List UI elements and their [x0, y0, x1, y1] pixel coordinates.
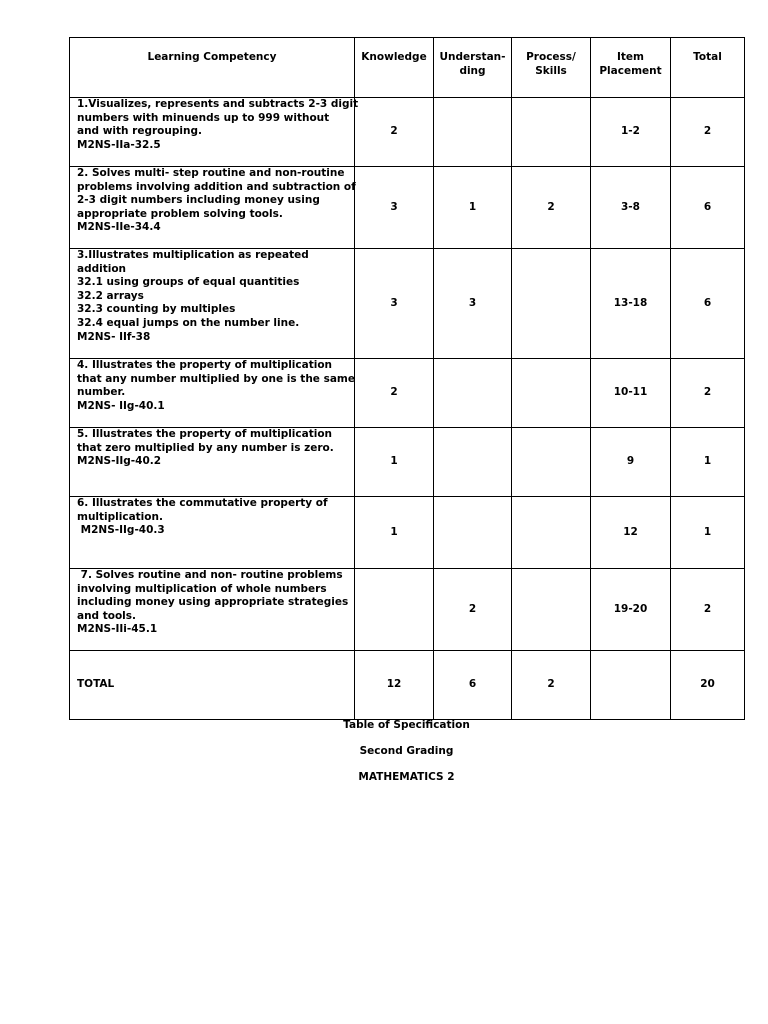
total-cell: 1 [671, 428, 745, 497]
table-row [70, 497, 745, 569]
table-row [70, 359, 745, 428]
grand-total: 20 [671, 651, 745, 720]
placement-cell: 10-11 [591, 359, 671, 428]
understanding-cell: 1 [434, 167, 512, 249]
total-knowledge: 12 [355, 651, 434, 720]
competency-cell: 5. Illustrates the property of multiplication that zero multiplied by any number is zero. M2NS-IIg-40.2 [70, 428, 355, 497]
competency-cell: 4. Illustrates the property of multiplication that any number multiplied by one is the same number. M2NS- IIg-40.1 [70, 359, 355, 428]
knowledge-cell: 2 [355, 98, 434, 167]
process-cell [512, 569, 591, 651]
header-total: Total [671, 38, 745, 98]
placement-cell: 9 [591, 428, 671, 497]
total-label: TOTAL [70, 651, 355, 720]
knowledge-cell: 1 [355, 428, 434, 497]
total-cell: 6 [671, 249, 745, 359]
placement-cell: 1-2 [591, 98, 671, 167]
placement-cell: 13-18 [591, 249, 671, 359]
knowledge-cell: 2 [355, 359, 434, 428]
table-row [70, 98, 745, 167]
understanding-cell [434, 428, 512, 497]
total-understanding: 6 [434, 651, 512, 720]
total-cell: 6 [671, 167, 745, 249]
header-row [70, 38, 745, 98]
total-cell: 2 [671, 569, 745, 651]
understanding-cell: 2 [434, 569, 512, 651]
process-cell [512, 249, 591, 359]
total-cell: 2 [671, 359, 745, 428]
total-placement [591, 651, 671, 720]
knowledge-cell [355, 569, 434, 651]
caption-subject: MATHEMATICS 2 [358, 771, 455, 783]
header-process-skills: Process/ Skills [512, 38, 591, 98]
caption-grading: Second Grading [359, 745, 454, 757]
table-row [70, 249, 745, 359]
placement-cell: 19-20 [591, 569, 671, 651]
table-row [70, 428, 745, 497]
header-item-placement: Item Placement [591, 38, 671, 98]
understanding-cell [434, 98, 512, 167]
placement-cell: 12 [591, 497, 671, 569]
process-cell [512, 428, 591, 497]
placement-cell: 3-8 [591, 167, 671, 249]
competency-cell: 6. Illustrates the commutative property of multiplication. M2NS-IIg-40.3 [70, 497, 355, 569]
competency-cell: 2. Solves multi- step routine and non-routine problems involving addition and subtraction of 2-3 digit numbers including money using appropriate problem solving tools. M2NS-IIe-34.4 [70, 167, 355, 249]
competency-cell: 3.Illustrates multiplication as repeated addition 32.1 using groups of equal quantities 32.2 arrays 32.3 counting by multiples 32.4 equal jumps on the number line. M2NS- IIf-38 [70, 249, 355, 359]
header-competency: Learning Competency [70, 38, 355, 98]
understanding-cell [434, 359, 512, 428]
total-process: 2 [512, 651, 591, 720]
process-cell [512, 497, 591, 569]
knowledge-cell: 3 [355, 249, 434, 359]
process-cell: 2 [512, 167, 591, 249]
table-row [70, 569, 745, 651]
caption-title: Table of Specification [343, 719, 470, 731]
table-row [70, 167, 745, 249]
competency-cell: 1.Visualizes, represents and subtracts 2-3 digit numbers with minuends up to 999 without and with regrouping. M2NS-IIa-32.5 [70, 98, 355, 167]
total-row [70, 651, 745, 720]
header-understanding: Understan- ding [434, 38, 512, 98]
total-cell: 1 [671, 497, 745, 569]
total-cell: 2 [671, 98, 745, 167]
understanding-cell: 3 [434, 249, 512, 359]
header-knowledge: Knowledge [355, 38, 434, 98]
specification-table [69, 37, 745, 720]
understanding-cell [434, 497, 512, 569]
process-cell [512, 98, 591, 167]
competency-cell: 7. Solves routine and non- routine problems involving multiplication of whole numbers including money using appropriate strategies and tools. M2NS-IIi-45.1 [70, 569, 355, 651]
knowledge-cell: 3 [355, 167, 434, 249]
knowledge-cell: 1 [355, 497, 434, 569]
process-cell [512, 359, 591, 428]
